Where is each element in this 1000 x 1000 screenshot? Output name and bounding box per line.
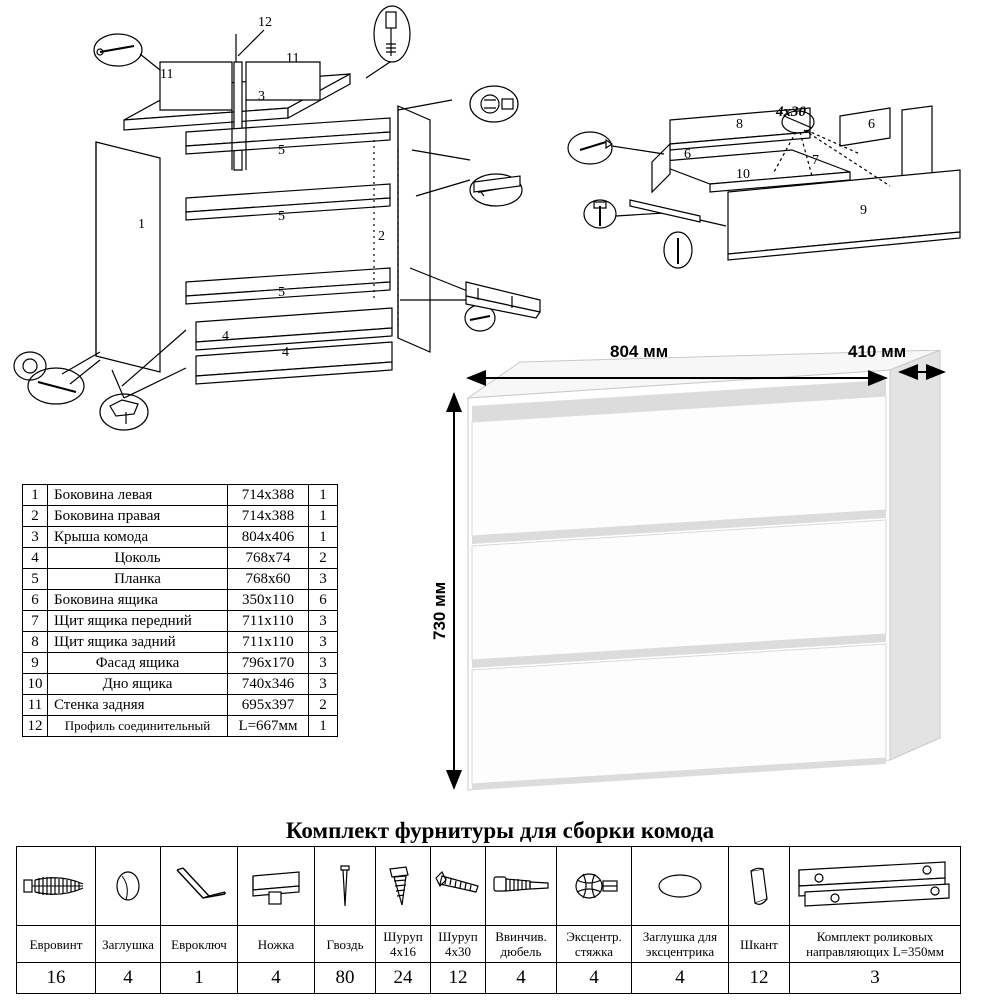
hardware-cell-screw-4x16 (376, 847, 431, 926)
part-dimension: 804х406 (228, 527, 309, 548)
part-number: 3 (23, 527, 48, 548)
hardware-count: 24 (376, 963, 431, 994)
hardware-count: 1 (161, 963, 238, 994)
hardware-title: Комплект фурнитуры для сборки комода (285, 818, 715, 843)
hardware-label: Заглушка для эксцентрика (632, 926, 729, 963)
part-dimension: 695х397 (228, 695, 309, 716)
part-quantity: 6 (309, 590, 338, 611)
svg-text:4: 4 (222, 329, 229, 344)
part-dimension: 768х60 (228, 569, 309, 590)
svg-text:2: 2 (378, 229, 385, 244)
table-row (23, 548, 338, 569)
part-dimension: 711х110 (228, 611, 309, 632)
table-row (23, 695, 338, 716)
hardware-count: 4 (632, 963, 729, 994)
table-row (23, 632, 338, 653)
part-name: Боковина правая (48, 506, 228, 527)
part-quantity: 1 (309, 527, 338, 548)
hardware-count-row (17, 963, 961, 994)
part-quantity: 3 (309, 569, 338, 590)
table-row (23, 653, 338, 674)
euro-screw-icon (21, 866, 91, 906)
width-dimension-label: 804 мм (610, 342, 669, 361)
svg-text:11: 11 (160, 67, 174, 82)
part-name: Профиль соединительный (48, 716, 228, 737)
cam-cap-icon (653, 869, 707, 903)
part-quantity: 1 (309, 506, 338, 527)
hardware-count: 12 (729, 963, 790, 994)
screw-4x30-icon (432, 864, 484, 908)
part-number: 10 (23, 674, 48, 695)
drawer-slide-icon (795, 858, 955, 914)
part-dimension: 796х170 (228, 653, 309, 674)
hardware-cell-foot (238, 847, 315, 926)
hardware-label: Комплект роликовых направляющих L=350мм (790, 926, 961, 963)
svg-text:5: 5 (278, 209, 285, 224)
part-name: Щит ящика передний (48, 611, 228, 632)
svg-text:8: 8 (736, 117, 743, 132)
drawer-assembly-diagram (560, 80, 1000, 280)
part-name: Щит ящика задний (48, 632, 228, 653)
part-dimension: 714х388 (228, 485, 309, 506)
hardware-label: Шуруп 4х30 (431, 926, 486, 963)
height-dimension-label: 730 мм (430, 581, 449, 640)
hardware-count: 16 (17, 963, 96, 994)
part-dimension: 740х346 (228, 674, 309, 695)
hardware-count: 4 (238, 963, 315, 994)
svg-text:12: 12 (258, 15, 272, 30)
part-name: Фасад ящика (48, 653, 228, 674)
part-name: Планка (48, 569, 228, 590)
hardware-cell-dowel (486, 847, 557, 926)
part-name: Крыша комода (48, 527, 228, 548)
hardware-cell-nail (315, 847, 376, 926)
part-number: 7 (23, 611, 48, 632)
part-quantity: 3 (309, 611, 338, 632)
table-row (23, 590, 338, 611)
table-row (23, 506, 338, 527)
allen-key-icon (169, 864, 229, 908)
hardware-cell-allen-key (161, 847, 238, 926)
part-dimension: 350х110 (228, 590, 309, 611)
depth-dimension-label: 410 мм (848, 342, 907, 361)
hardware-cell-drawer-slide (790, 847, 961, 926)
part-dimension: 714х388 (228, 506, 309, 527)
parts-table (22, 484, 338, 737)
part-quantity: 1 (309, 485, 338, 506)
hardware-label-row (17, 926, 961, 963)
product-dimension-view (420, 342, 1000, 820)
hardware-label: Заглушка (96, 926, 161, 963)
svg-text:9: 9 (860, 203, 867, 218)
hardware-label: Шкант (729, 926, 790, 963)
hardware-cell-cap (96, 847, 161, 926)
part-number: 12 (23, 716, 48, 737)
hardware-label: Эксцентр. стяжка (557, 926, 632, 963)
hardware-label: Ввинчив. дюбель (486, 926, 557, 963)
part-dimension: L=667мм (228, 716, 309, 737)
hardware-label: Шуруп 4х16 (376, 926, 431, 963)
svg-text:4: 4 (282, 345, 289, 360)
part-number: 9 (23, 653, 48, 674)
part-number: 1 (23, 485, 48, 506)
part-dimension: 768х74 (228, 548, 309, 569)
foot-icon (243, 864, 309, 908)
svg-text:3: 3 (258, 89, 265, 104)
svg-text:1: 1 (138, 217, 145, 232)
svg-text:5: 5 (278, 143, 285, 158)
svg-text:10: 10 (736, 167, 750, 182)
part-quantity: 1 (309, 716, 338, 737)
part-name: Боковина левая (48, 485, 228, 506)
part-quantity: 3 (309, 653, 338, 674)
hardware-count: 4 (96, 963, 161, 994)
wood-dowel-icon (739, 863, 779, 909)
part-quantity: 2 (309, 695, 338, 716)
screw-4x16-icon (380, 863, 426, 909)
hardware-label: Гвоздь (315, 926, 376, 963)
hardware-count: 4 (486, 963, 557, 994)
hardware-count: 4 (557, 963, 632, 994)
part-name: Боковина ящика (48, 590, 228, 611)
svg-text:6: 6 (684, 147, 691, 162)
hardware-count: 12 (431, 963, 486, 994)
table-row (23, 674, 338, 695)
part-name: Стенка задняя (48, 695, 228, 716)
hardware-cell-screw-4x30 (431, 847, 486, 926)
hardware-cell-cam-lock (557, 847, 632, 926)
part-name: Дно ящика (48, 674, 228, 695)
table-row (23, 527, 338, 548)
hardware-cell-cam-cap (632, 847, 729, 926)
cap-icon (108, 866, 148, 906)
table-row (23, 485, 338, 506)
svg-text:4х30: 4х30 (776, 104, 806, 120)
part-quantity: 3 (309, 674, 338, 695)
cam-lock-icon (567, 864, 621, 908)
part-number: 6 (23, 590, 48, 611)
table-row (23, 569, 338, 590)
nail-icon (332, 862, 358, 910)
part-quantity: 3 (309, 632, 338, 653)
part-quantity: 2 (309, 548, 338, 569)
hardware-cell-wood-dowel (729, 847, 790, 926)
part-dimension: 711х110 (228, 632, 309, 653)
table-row (23, 611, 338, 632)
hardware-label: Евроключ (161, 926, 238, 963)
hardware-table (16, 846, 961, 994)
svg-text:11: 11 (286, 51, 300, 66)
table-row (23, 716, 338, 737)
hardware-count: 80 (315, 963, 376, 994)
hardware-icon-row (17, 847, 961, 926)
svg-text:7: 7 (812, 153, 819, 168)
hardware-cell-euro-screw (17, 847, 96, 926)
part-number: 11 (23, 695, 48, 716)
hardware-label: Евровинт (17, 926, 96, 963)
svg-text:5: 5 (278, 285, 285, 300)
part-number: 8 (23, 632, 48, 653)
hardware-count: 3 (790, 963, 961, 994)
part-number: 4 (23, 548, 48, 569)
part-number: 5 (23, 569, 48, 590)
part-number: 2 (23, 506, 48, 527)
hardware-label: Ножка (238, 926, 315, 963)
svg-text:6: 6 (868, 117, 875, 132)
part-name: Цоколь (48, 548, 228, 569)
dowel-icon (490, 865, 552, 907)
